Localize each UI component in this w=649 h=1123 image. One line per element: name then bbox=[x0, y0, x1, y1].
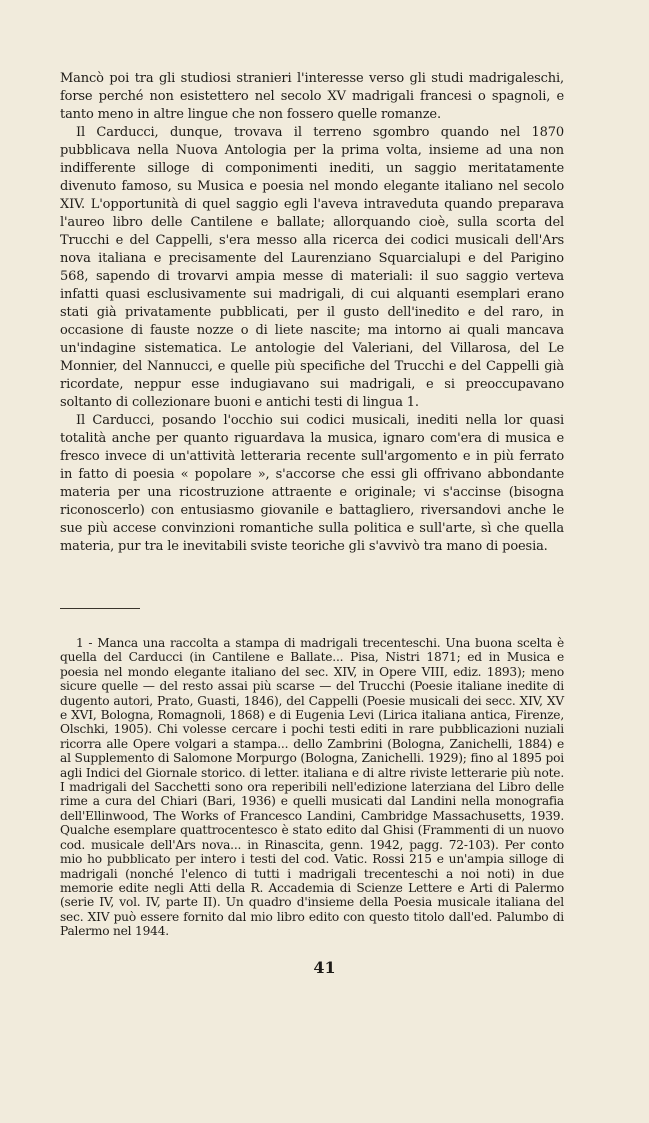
footnotes bbox=[60, 636, 564, 939]
main-text bbox=[60, 70, 564, 556]
footnote-separator bbox=[60, 608, 140, 609]
footnote-1: 1 - Manca una raccolta a stampa di madrigali trecenteschi. Una buona scelta è quella del Carducci (in Cantilene e Ballate... Pisa, Nistri 1871; ed in Musica e poesia nel mondo elegante italiano del sec. XIV, in Opere VIII, ediz. 1893); meno sicure quelle — del resto assai più scarse — del Trucchi (Poesie italiane inedite di dugento autori, Prato, Guasti, 1846), del Cappelli (Poesie musicali dei secc. XIV, XV e XVI, Bologna, Romagnoli, 1868) e di Eugenia Levi (Lirica italiana antica, Firenze, Olschki, 1905). Chi volesse cercare i pochi testi editi in rare pubblicazioni nuziali ricorra alle Opere volgari a stampa... dello Zambrini (Bologna, Zanichelli, 1884) e al Supplemento di Salomone Morpurgo (Bologna, Zanichelli. 1929); fino al 1895 poi agli Indici del Giornale storico. di letter. italiana e di altre riviste letterarie più note. I madrigali del Sacchetti sono ora reperibili nell'edizione laterziana del Libro delle rime a cura del Chiari (Bari, 1936) e quelli musicati dal Landini nella monografia dell'Ellinwood, The Works of Francesco Landini, Cambridge Massachusetts, 1939. Qualche esemplare quattrocentesco è stato edito dal Ghisi (Frammenti di un nuovo cod. musicale dell'Ars nova... in Rinascita, genn. 1942, pagg. 72-103). Per conto mio ho pubblicato per intero i testi del cod. Vatic. Rossi 215 e un'ampia silloge di madrigali (nonché l'elenco di tutti i madrigali trecenteschi a noi noti) in due memorie edite negli Atti della R. Accademia di Scienze Lettere e Arti di Palermo (serie IV, vol. IV, parte II). Un quadro d'insieme della Poesia musicale italiana del sec. XIV può essere fornito dal mio libro edito con questo titolo dall'ed. Palumbo di Palermo nel 1944. bbox=[60, 636, 564, 939]
paragraph-3: Il Carducci, posando l'occhio sui codici musicali, inediti nella lor quasi totalità anche per quanto riguardava la musica, ignaro com'era di musica e fresco invece di un'attività letteraria recente sull'argomento e in più ferrato in fatto di poesia « popolare », s'accorse che essi gli offrivano abbondante materia per una ricostruzione attraente e originale; vi s'accinse (bisogna riconoscerlo) con entusiasmo giovanile e battagliero, riversandovi anche le sue più accese convinzioni romantiche sulla politica e sull'arte, sì che quella materia, pur tra le inevitabili sviste teoriche gli s'avvivò tra mano di poesia. bbox=[60, 413, 564, 554]
paragraph-2: Il Carducci, dunque, trovava il terreno sgombro quando nel 1870 pubblicava nella Nuova Antologia per la prima volta, insieme ad una non indifferente silloge di componimenti inediti, un saggio meritatamente divenuto famoso, su Musica e poesia nel mondo elegante italiano nel secolo XIV. L'opportunità di quel saggio egli l'aveva intraveduta quando preparava l'aureo libro delle Cantilene e ballate; allorquando cioè, sulla scorta del Trucchi e del Cappelli, s'era messo alla ricerca dei codici musicali dell'Ars nova italiana e precisamente del Laurenziano Squarcialupi e del Parigino 568, sapendo di trovarvi ampia messe di materiali: il suo saggio verteva infatti quasi esclusivamente sui madrigali, di cui alquanti esemplari erano stati già privatamente pubblicati, per il gusto dell'inedito e del raro, in occasione di fauste nozze o di liete nascite; ma intorno ai quali mancava un'indagine sistematica. Le antologie del Valeriani, del Villarosa, del Le Monnier, del Nannucci, e quelle più specifiche del Trucchi e del Cappelli già ricordate, neppur esse indugiavano sui madrigali, e si preoccupavano soltanto di collezionare buoni e antichi testi di lingua 1. bbox=[60, 125, 564, 410]
page-number: 41 bbox=[313, 958, 336, 977]
paragraph-1: Mancò poi tra gli studiosi stranieri l'interesse verso gli studi madrigaleschi, forse perché non esistettero nel secolo XV madrigali francesi o spagnoli, e tanto meno in altre lingue che non fossero quelle romanze. bbox=[60, 71, 564, 122]
